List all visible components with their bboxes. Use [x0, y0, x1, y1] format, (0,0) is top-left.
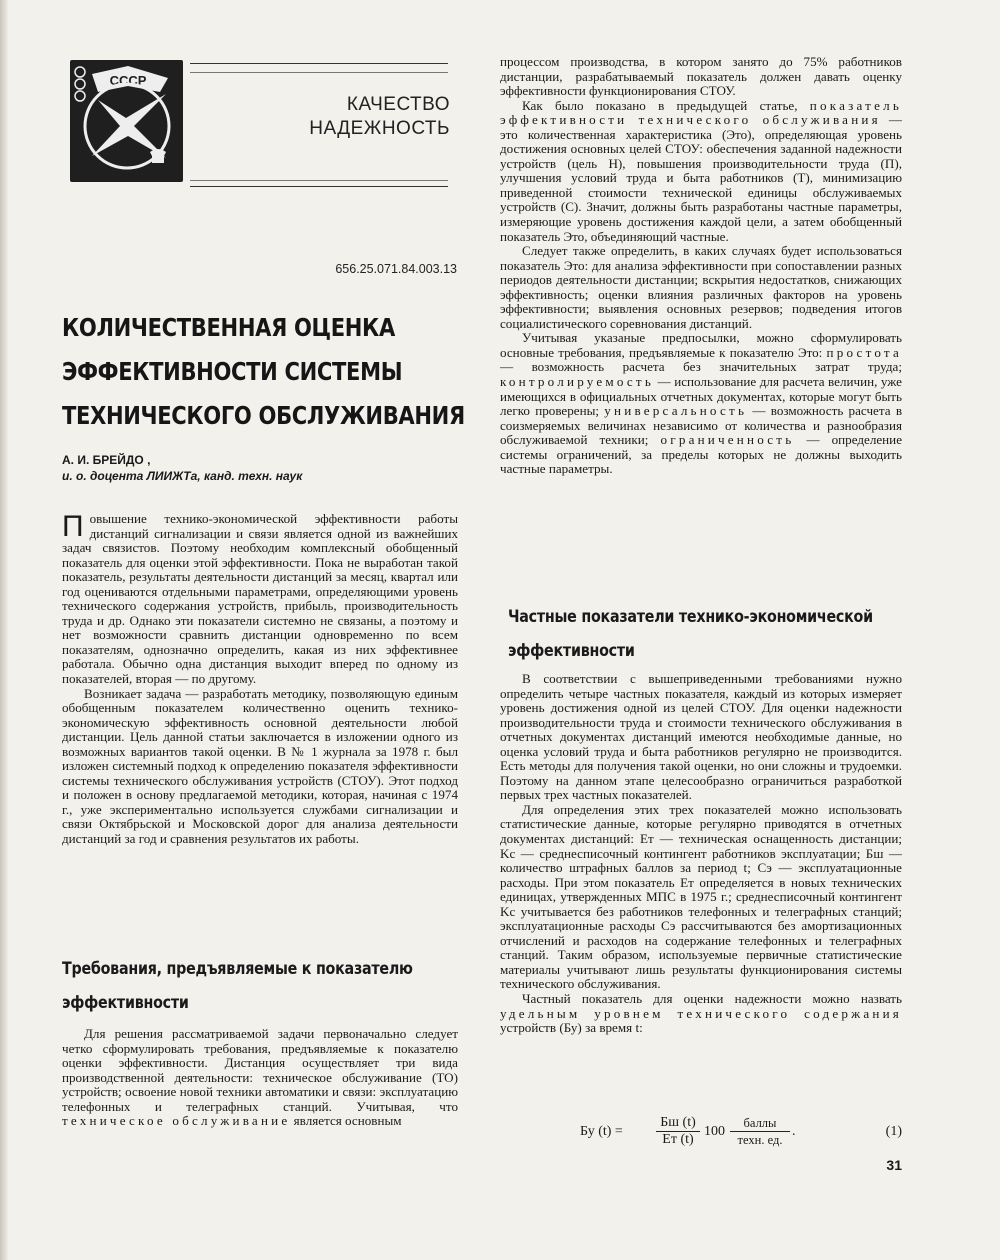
- formula-fraction-1: [656, 1115, 700, 1148]
- formula-fraction-2: [730, 1115, 790, 1148]
- formula-numerator-1: Бш (t): [656, 1115, 700, 1132]
- left-column: [62, 512, 458, 847]
- left-paragraph-2: Возникает задача — разработать методику, позволяющую единым обобщенным показателем количественно оценить технико-экономическую эффективность основной деятельности любой дистанции. Цель данной статьи заключается в изложении одного из возможных вариантов такой оценки. В № 1 журнала за 1978 г. был изложен системный подход к определению показателя эффективности системы технического обслуживания устройств (СТОУ). Этот подход и положен в основу предлагаемой методики, которая, начиная с 1974 г., уже экспериментально используется службами сигнализации и связи Октябрьской и Московской дорог для анализа деятельности дистанций за год и сравнения результатов их работы.: [62, 685, 458, 847]
- page-binding-edge: [0, 0, 8, 1260]
- header-rule-top-thin: [190, 72, 448, 73]
- right-p4-e: — определение системы ограничений, за пределы которых не должны выходить частные параметры.: [500, 432, 903, 477]
- right-p4-emphasis-4: ограниченность: [660, 432, 795, 448]
- left-paragraph-1: [62, 512, 458, 687]
- right-p4-emphasis-1: простота: [826, 344, 902, 360]
- section-heading-indicators: [508, 600, 928, 668]
- right-p7-start: Частный показатель для оценки надежности можно назвать: [522, 991, 902, 1007]
- right-p4-a: Учитывая указаные предпосылки, можно сформулировать основные требования, предъявляемые к показателю Это:: [500, 330, 902, 360]
- left-p3-start: Для решения рассматриваемой задачи первоначально следует четко сформулировать требования, предъявляемые к показателю оценки эффективности. Дистанция осуществляет три вида производственной деятельности: техническое обслуживание (ТО) устройств; освоение новой техники автоматики и связи: эксплуатацию телефонных и телеграфных станций. Учитывая, что: [62, 1026, 458, 1114]
- left-paragraph-3: [62, 1027, 458, 1129]
- section-heading-requirements: [62, 952, 482, 1020]
- section-heading-line-1: Требования, предъявляемые к показателю: [62, 959, 413, 979]
- right-column: [500, 55, 902, 477]
- rubric-label: [250, 93, 450, 141]
- author-name: А. И. БРЕЙДО ,: [62, 453, 151, 467]
- right-p7-end: устройств (Бу) за время t:: [500, 1020, 643, 1036]
- right-paragraph-3: Следует также определить, в каких случаях будет использоваться показатель Это: для анализа эффективности при сопоставлении разных периодов деятельности дистанции; вскрытия недостатков, снижающих эффективность; оценки влияния различных факторов на уровень эффективности; выявления основных резервов; подведения итогов социалистического соревнования дистанций.: [500, 243, 902, 331]
- left-paragraph-1-text: овышение технико-экономической эффективности работы дистанций сигнализации и связи является одной из важнейших задач связистов. Поэтому необходим комплексный обобщенный показатель для оценки этой эффективности. Пока не выработан такой показатель, результаты деятельности дистанций за месяц, квартал или год оцениваются отдельными параметрами, определяющими уровень технического содержания устройств, прибыль, производительность труда и др. Однако эти показатели системно не связаны, а поэтому и нет возможности сравнить дистанции одновременно по всем показателям, однозначно определить, какая из них эффективнее работала. Обычно одна дистанция выходит вперед по одному из показателей, вторая — по другому.: [62, 511, 458, 687]
- left-p3-end: является основным: [290, 1113, 402, 1129]
- author-block: [62, 452, 462, 484]
- right-p4-emphasis-2: контролируемость: [500, 374, 655, 390]
- rubric-line-2: НАДЕЖНОСТЬ: [309, 118, 450, 139]
- right-paragraph-4: [500, 331, 902, 476]
- logo-text: СССР: [109, 73, 147, 88]
- header-rule-bottom: [190, 186, 448, 187]
- equation-number: (1): [885, 1124, 902, 1139]
- right-p4-c: — использование для расчета величин, уже имеющихся в официальных отчетных документах, которые могут быть легко проверены;: [500, 374, 902, 419]
- title-line-1: КОЛИЧЕСТВЕННАЯ ОЦЕНКА: [62, 313, 395, 342]
- telephone-icon: [150, 149, 166, 163]
- formula-denominator-2: техн. ед.: [737, 1133, 783, 1147]
- header-rule-top: [190, 63, 448, 64]
- right-p2-emphasis: показатель эффективности технического обслуживания: [500, 97, 902, 128]
- section-heading-2-line-1: Частные показатели технико-экономической: [508, 607, 873, 627]
- rubric-line-1: КАЧЕСТВО: [346, 94, 450, 115]
- right-paragraph-5: В соответствии с вышеприведенными требованиями нужно определить четыре частных показателя, каждый из которых измеряет уровень достижения одной из целей СТОУ. Для оценки надежности производительности труда и стоимости технического обслуживания в отчетных документах дистанций имеются необходимые данные, но оценка условий труда и быта работников регулярно не производится. Есть методы для получения такой оценки, но они сложны и трудоемки. Поэтому на данном этапе целесообразно ограничиться разработкой первых трех частных показателей.: [500, 671, 902, 803]
- formula-factor: 100: [704, 1124, 725, 1139]
- formula-numerator-2: баллы: [730, 1115, 790, 1132]
- section-heading-line-2: эффективности: [62, 993, 189, 1013]
- left-column-continued: [62, 1027, 458, 1129]
- right-p4-d: — возможность расчета в соизмеряемых величинах независимо от количества и разнообразия обслуживаемой техники;: [500, 403, 902, 448]
- right-paragraph-2: [500, 99, 902, 244]
- formula-1: [580, 1110, 902, 1152]
- section-heading-2-line-2: эффективности: [508, 641, 635, 661]
- formula-lhs: Бу (t) =: [580, 1124, 623, 1139]
- formula-denominator-1: Eт (t): [662, 1132, 694, 1147]
- quality-mark-logo: [70, 60, 183, 182]
- right-p4-emphasis-3: универсальность: [604, 403, 748, 419]
- right-paragraph-7: [500, 992, 902, 1036]
- title-line-3: ТЕХНИЧЕСКОГО ОБСЛУЖИВАНИЯ: [62, 401, 465, 430]
- title-line-2: ЭФФЕКТИВНОСТИ СИСТЕМЫ: [62, 357, 403, 386]
- drop-cap: П: [62, 510, 84, 543]
- page-number: 31: [886, 1157, 902, 1173]
- header-rule-bottom-thin: [190, 180, 448, 181]
- right-p2-start: Как было показано в предыдущей статье,: [522, 97, 810, 113]
- right-p4-b: — возможность расчета без значительных затрат труда;: [500, 359, 902, 375]
- udc-code: 656.25.071.84.003.13: [335, 262, 457, 276]
- right-p7-emphasis: удельным уровнем технического содержания: [500, 1005, 902, 1021]
- left-p3-emphasis: техническое обслуживание: [62, 1113, 291, 1129]
- article-title: [62, 306, 465, 438]
- formula-end: .: [792, 1124, 796, 1139]
- right-paragraph-1: процессом производства, в котором занято до 75% работников дистанции, разрабатываемый показатель должен давать оценку эффективности функционирования СТОУ.: [500, 54, 902, 99]
- author-affiliation: и. о. доцента ЛИИЖТа, канд. техн. наук: [62, 469, 303, 483]
- right-p2-end: — это количественная характеристика (Это), определяющая уровень достижения основных целей СТОУ: обеспечения заданной надежности устройств (цель Н), повышения производительности труда (П), улучшения условий труда и быта работников (Т), минимизацию приведенной стоимости технической единицы обслуживаемых устройств (С). Значит, должны быть разработаны частные параметры, измеряющие уровень достижения каждой цели, а затем обобщенный показатель Это, объединяющий частные.: [500, 112, 903, 244]
- right-paragraph-6: Для определения этих трех показателей можно использовать статистические данные, которые регулярно приводятся в отчетных документах дистанций: Eт — техническая оснащенность дистанции; Kс — среднесписочный контингент работников эксплуатации; Бш — количество штрафных баллов за период t; Cэ — эксплуатационные расходы. При этом показатель Eт определяется в новых технических единицах, утвержденных МПС в 1975 г.; среднесписочный контингент Kс учитывается без работников телефонных и телеграфных станций; эксплуатационные расходы Cэ рассчитываются без амортизационных отчислений и расходов на содержание телефонных и телеграфных станций. Таким образом, используемые первичные статистические материалы учитывают лишь результаты функционирования системы технического обслуживания.: [500, 801, 902, 992]
- right-column-continued: [500, 672, 902, 1036]
